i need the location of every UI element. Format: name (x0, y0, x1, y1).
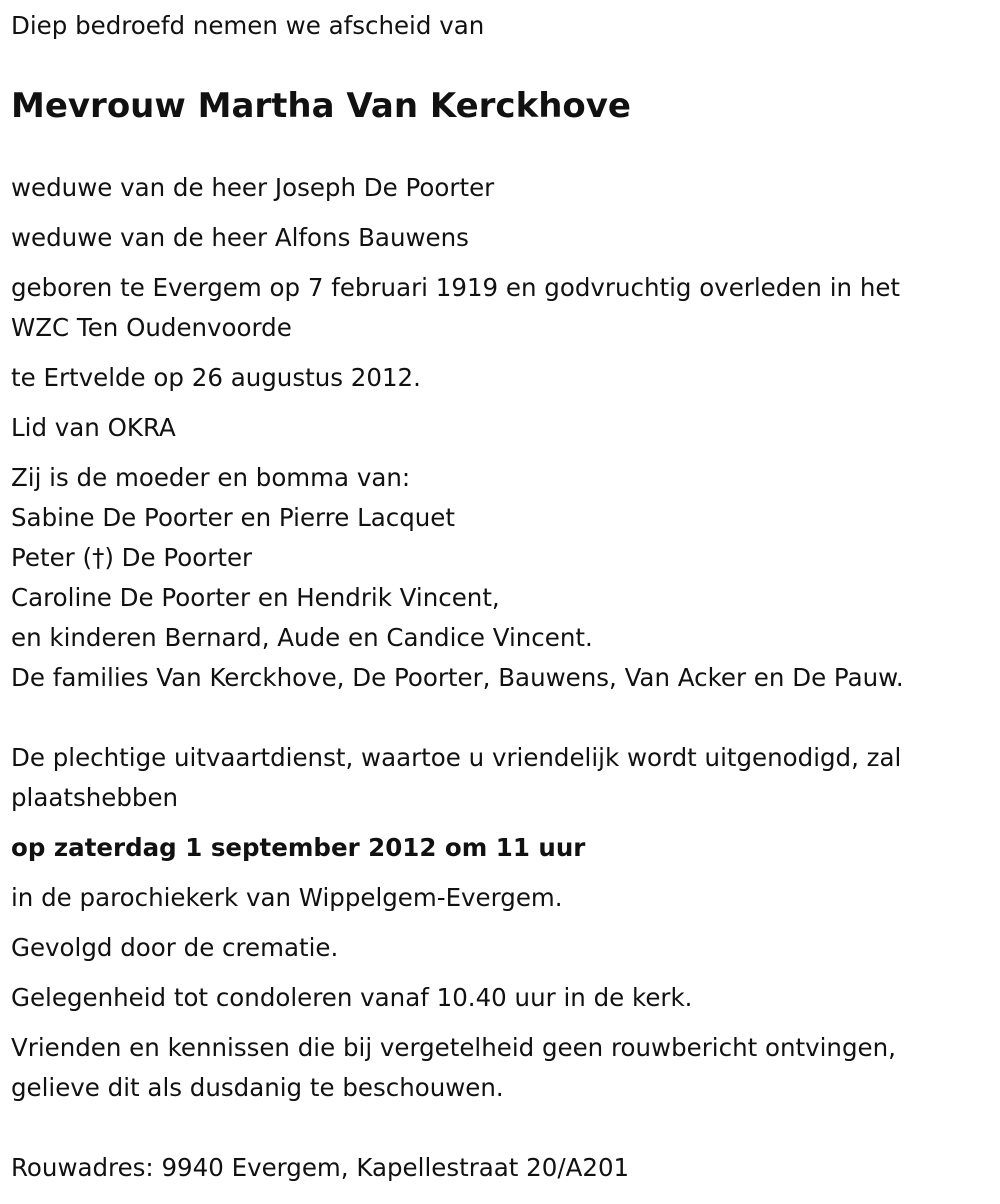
family-member: en kinderen Bernard, Aude en Candice Vincent. (11, 623, 593, 652)
family-member: Caroline De Poorter en Hendrik Vincent, (11, 583, 500, 612)
mourning-address: Rouwadres: 9940 Evergem, Kapellestraat 20/A201 (11, 1153, 630, 1182)
intro-text: Diep bedroefd nemen we afscheid van (11, 11, 485, 40)
born-line-1: geboren te Evergem op 7 februari 1919 en godvruchtig overleden in het (11, 273, 901, 302)
cremation-note: Gevolgd door de crematie. (11, 933, 339, 962)
friends-line-2: gelieve dit als dusdanig te beschouwen. (11, 1073, 504, 1102)
death-notice (11, 6, 991, 1188)
family-member: Sabine De Poorter en Pierre Lacquet (11, 503, 455, 532)
widow-line-2: weduwe van de heer Alfons Bauwens (11, 223, 469, 252)
family-intro: Zij is de moeder en bomma van: (11, 463, 411, 492)
membership: Lid van OKRA (11, 413, 176, 442)
family-member: De families Van Kerckhove, De Poorter, Bauwens, Van Acker en De Pauw. (11, 663, 904, 692)
family-member: Peter (†) De Poorter (11, 543, 253, 572)
friends-line-1: Vrienden en kennissen die bij vergetelheid geen rouwbericht ontvingen, (11, 1033, 896, 1062)
service-line-1: De plechtige uitvaartdienst, waartoe u vriendelijk wordt uitgenodigd, zal (11, 743, 902, 772)
died-place: te Ertvelde op 26 augustus 2012. (11, 363, 421, 392)
deceased-name: Mevrouw Martha Van Kerckhove (11, 86, 631, 126)
service-line-2: plaatshebben (11, 783, 179, 812)
church-location: in de parochiekerk van Wippelgem-Evergem. (11, 883, 563, 912)
born-line-2: WZC Ten Oudenvoorde (11, 313, 292, 342)
widow-line-1: weduwe van de heer Joseph De Poorter (11, 173, 495, 202)
service-date: op zaterdag 1 september 2012 om 11 uur (11, 833, 586, 862)
condolence-note: Gelegenheid tot condoleren vanaf 10.40 uur in de kerk. (11, 983, 693, 1012)
